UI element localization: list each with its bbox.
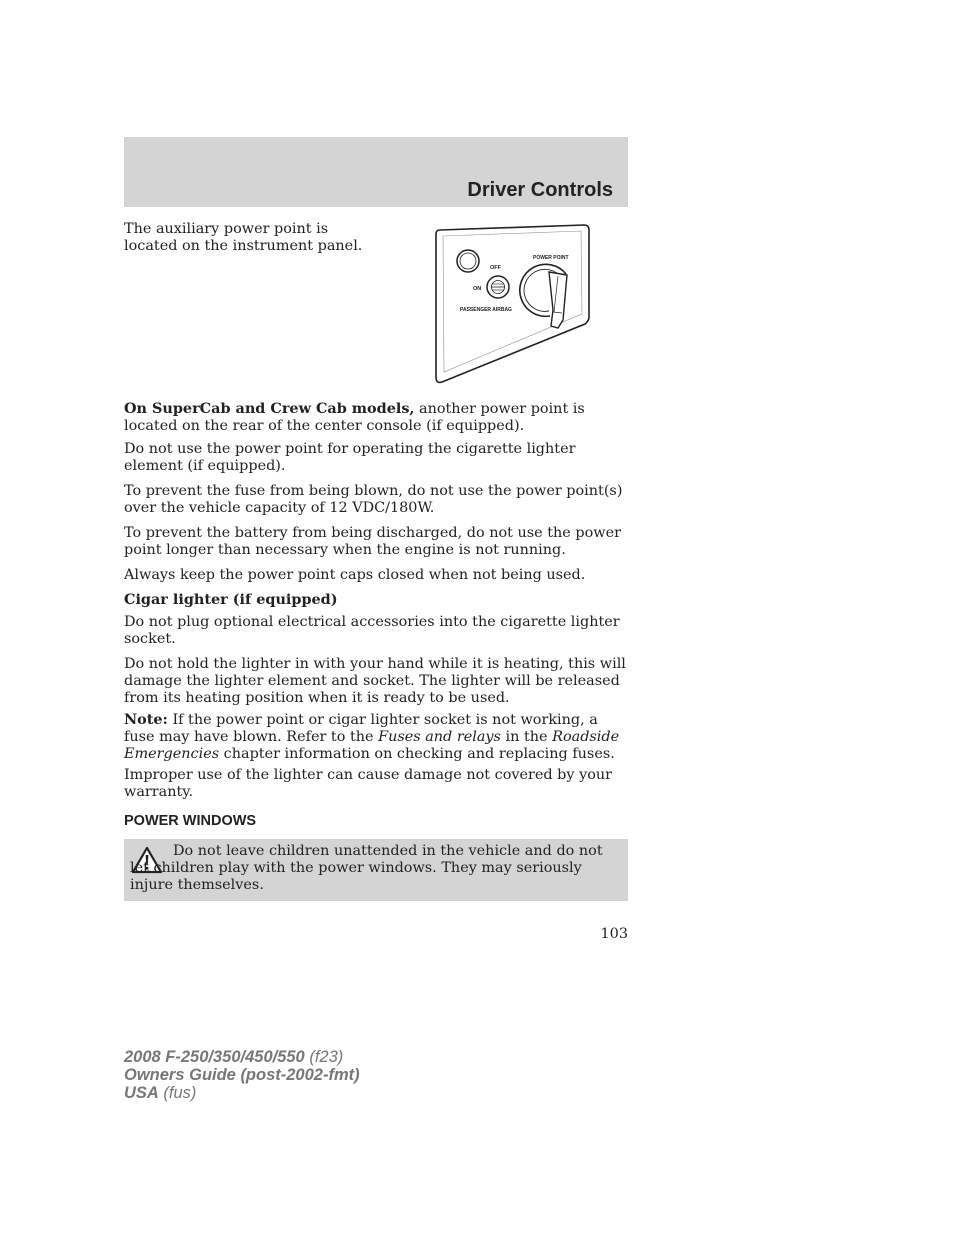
intro-paragraph: The auxiliary power point is located on the instrument panel. <box>124 221 363 254</box>
note-label: Note: <box>124 711 168 728</box>
footer-market-code: (fus) <box>158 1084 197 1102</box>
footer <box>124 1048 360 1102</box>
paragraph-battery: To prevent the battery from being discharged, do not use the power point longer than necessary when the engine is not running. <box>124 525 621 558</box>
note-text-b: in the <box>500 729 553 745</box>
page-title: Driver Controls <box>467 179 613 201</box>
paragraph-fuse: To prevent the fuse from being blown, do not use the power point(s) over the vehicle capacity of 12 VDC/180W. <box>124 483 623 516</box>
footer-line-2: Owners Guide (post-2002-fmt) <box>124 1066 360 1084</box>
paragraph-cigarette-element: Do not use the power point for operating the cigarette lighter element (if equipped). <box>124 441 576 474</box>
footer-line-1 <box>124 1048 360 1066</box>
on-label: ON <box>473 286 482 292</box>
note-text-a: If the power point or cigar lighter socket is not working, a fuse may have blown. Refer to the <box>124 712 598 745</box>
paragraph-warranty: Improper use of the lighter can cause damage not covered by your warranty. <box>124 767 613 800</box>
note-text-c: chapter information on checking and replacing fuses. <box>219 746 615 762</box>
supercab-paragraph <box>124 400 628 435</box>
cigar-lighter-heading: Cigar lighter (if equipped) <box>124 591 338 608</box>
passenger-airbag-label: PASSENGER AIRBAG <box>460 307 512 313</box>
power-point-panel-illustration <box>432 224 594 384</box>
footer-line-3 <box>124 1084 360 1102</box>
paragraph-caps: Always keep the power point caps closed when not being used. <box>124 567 586 583</box>
off-label: OFF <box>490 265 501 271</box>
header-band <box>124 137 628 207</box>
footer-market: USA <box>124 1084 159 1102</box>
footer-model-code: (f23) <box>304 1048 344 1066</box>
paragraph-hold-lighter: Do not hold the lighter in with your hand while it is heating, this will damage the lighter element and socket. The lighter will be released from its heating position when it is ready to be used. <box>124 656 626 706</box>
note-paragraph <box>124 711 628 763</box>
paragraph-accessories: Do not plug optional electrical accessories into the cigarette lighter socket. <box>124 614 620 647</box>
fuses-reference: Fuses and relays <box>378 729 501 745</box>
section-heading-power-windows: POWER WINDOWS <box>124 813 257 829</box>
warning-text: Do not leave children unattended in the vehicle and do not let children play with the power windows. They may seriously injure themselves. <box>130 843 603 893</box>
supercab-bold-lead: On SuperCab and Crew Cab models, <box>124 400 415 417</box>
roadside-reference: Roadside Emergencies <box>124 729 620 762</box>
footer-model: 2008 F-250/350/450/550 <box>124 1048 305 1066</box>
supercab-text: another power point is located on the rear of the center console (if equipped). <box>124 401 585 434</box>
page-number: 103 <box>600 926 628 942</box>
warning-box <box>124 839 628 901</box>
power-point-label: POWER POINT <box>533 255 569 261</box>
